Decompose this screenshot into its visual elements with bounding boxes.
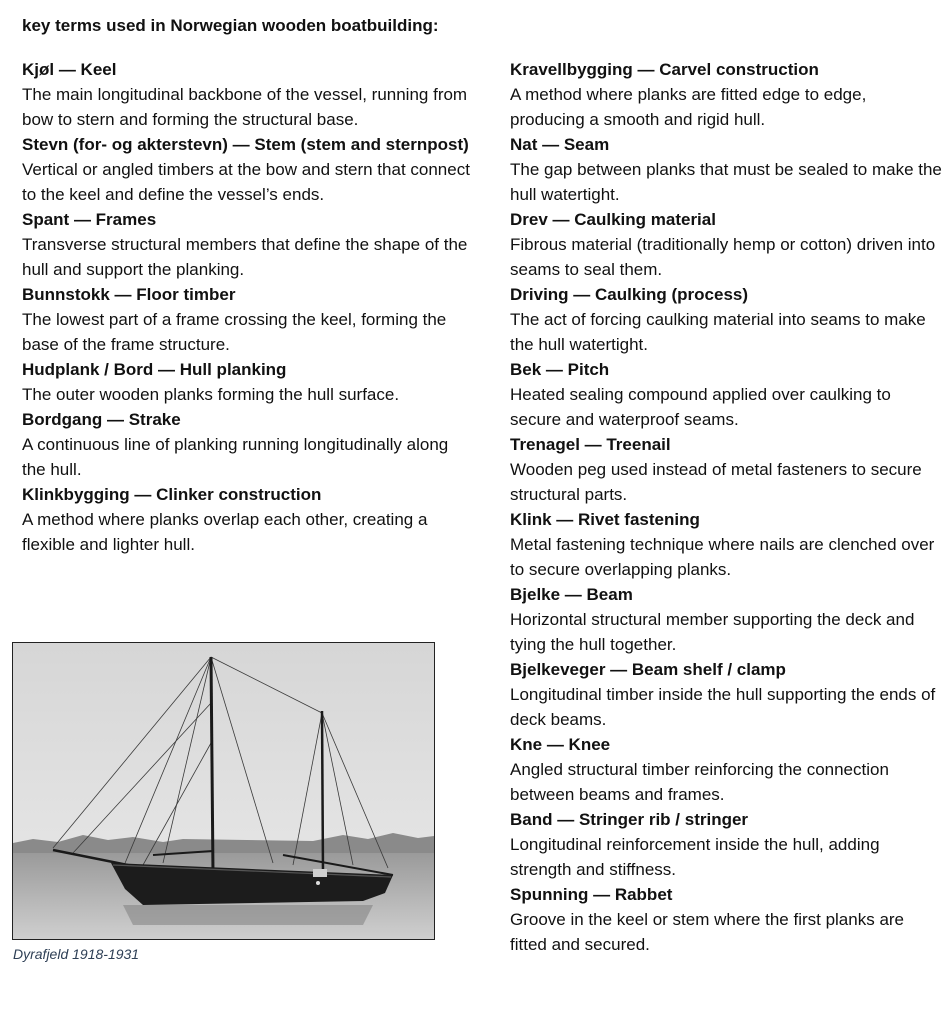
entry-description: Metal fastening technique where nails are clenched over to secure overlapping planks. (510, 535, 935, 579)
entry-description: A method where planks are fitted edge to edge, producing a smooth and rigid hull. (510, 85, 867, 129)
entry-description: Wooden peg used instead of metal fasteners to secure structural parts. (510, 460, 922, 504)
glossary-entry (510, 57, 942, 132)
entry-description: Vertical or angled timbers at the bow and stern that connect to the keel and define the vessel’s ends. (22, 160, 470, 204)
glossary-entry (22, 482, 470, 557)
sailing-vessel-photo (12, 642, 435, 940)
entry-term: Bek — Pitch (510, 360, 610, 379)
entry-description: The lowest part of a frame crossing the keel, forming the base of the frame structure. (22, 310, 447, 354)
entry-description: Transverse structural members that define the shape of the hull and support the planking. (22, 235, 468, 279)
entry-term: Bordgang — Strake (22, 410, 181, 429)
entry-term: Spant — Frames (22, 210, 157, 229)
entry-description: A continuous line of planking running longitudinally along the hull. (22, 435, 449, 479)
entry-term: Klink — Rivet fastening (510, 510, 700, 529)
glossary-entry (510, 807, 942, 882)
glossary-entry (22, 407, 470, 482)
glossary-entry (510, 132, 942, 207)
entry-term: Kjøl — Keel (22, 60, 117, 79)
entry-term: Spunning — Rabbet (510, 885, 673, 904)
entry-description: Horizontal structural member supporting the deck and tying the hull together. (510, 610, 915, 654)
entry-description: Angled structural timber reinforcing the connection between beams and frames. (510, 760, 889, 804)
entry-term: Trenagel — Treenail (510, 435, 671, 454)
entry-term: Bjelkeveger — Beam shelf / clamp (510, 660, 786, 679)
glossary-entry (510, 357, 942, 432)
photo-caption: Dyrafjeld 1918-1931 (13, 946, 140, 962)
glossary-entry (22, 57, 470, 132)
entry-description: Heated sealing compound applied over caulking to secure and waterproof seams. (510, 385, 891, 429)
entry-term: Drev — Caulking material (510, 210, 716, 229)
page-title: key terms used in Norwegian wooden boatbuilding: (22, 16, 439, 35)
glossary-entry (22, 282, 470, 357)
entry-description: Groove in the keel or stem where the first planks are fitted and secured. (510, 910, 905, 954)
glossary-entry (510, 732, 942, 807)
glossary-left-column (22, 57, 470, 557)
glossary-entry (510, 282, 942, 357)
glossary-entry (22, 357, 470, 407)
glossary-entry (510, 432, 942, 507)
glossary-entry (22, 207, 470, 282)
glossary-entry (510, 582, 942, 657)
glossary-entry (22, 132, 470, 207)
entry-description: The gap between planks that must be sealed to make the hull watertight. (510, 160, 942, 204)
entry-description: The main longitudinal backbone of the vessel, running from bow to stern and forming the structural base. (22, 85, 468, 129)
entry-description: Longitudinal reinforcement inside the hull, adding strength and stiffness. (510, 835, 880, 879)
entry-term: Kne — Knee (510, 735, 611, 754)
entry-term: Klinkbygging — Clinker construction (22, 485, 322, 504)
entry-term: Bjelke — Beam (510, 585, 633, 604)
glossary-entry (510, 882, 942, 957)
entry-term: Stevn (for- og akterstevn) — Stem (stem and sternpost) (22, 135, 469, 154)
entry-term: Kravellbygging — Carvel construction (510, 60, 819, 79)
entry-description: The act of forcing caulking material into seams to make the hull watertight. (510, 310, 926, 354)
entry-term: Nat — Seam (510, 135, 610, 154)
glossary-entry (510, 207, 942, 282)
entry-term: Driving — Caulking (process) (510, 285, 749, 304)
entry-term: Hudplank / Bord — Hull planking (22, 360, 287, 379)
glossary-right-column (510, 57, 942, 957)
entry-description: Fibrous material (traditionally hemp or cotton) driven into seams to seal them. (510, 235, 936, 279)
entry-description: Longitudinal timber inside the hull supporting the ends of deck beams. (510, 685, 936, 729)
entry-description: The outer wooden planks forming the hull surface. (22, 385, 400, 404)
entry-term: Band — Stringer rib / stringer (510, 810, 749, 829)
entry-term: Bunnstokk — Floor timber (22, 285, 236, 304)
glossary-entry (510, 657, 942, 732)
glossary-entry (510, 507, 942, 582)
entry-description: A method where planks overlap each other, creating a flexible and lighter hull. (22, 510, 428, 554)
